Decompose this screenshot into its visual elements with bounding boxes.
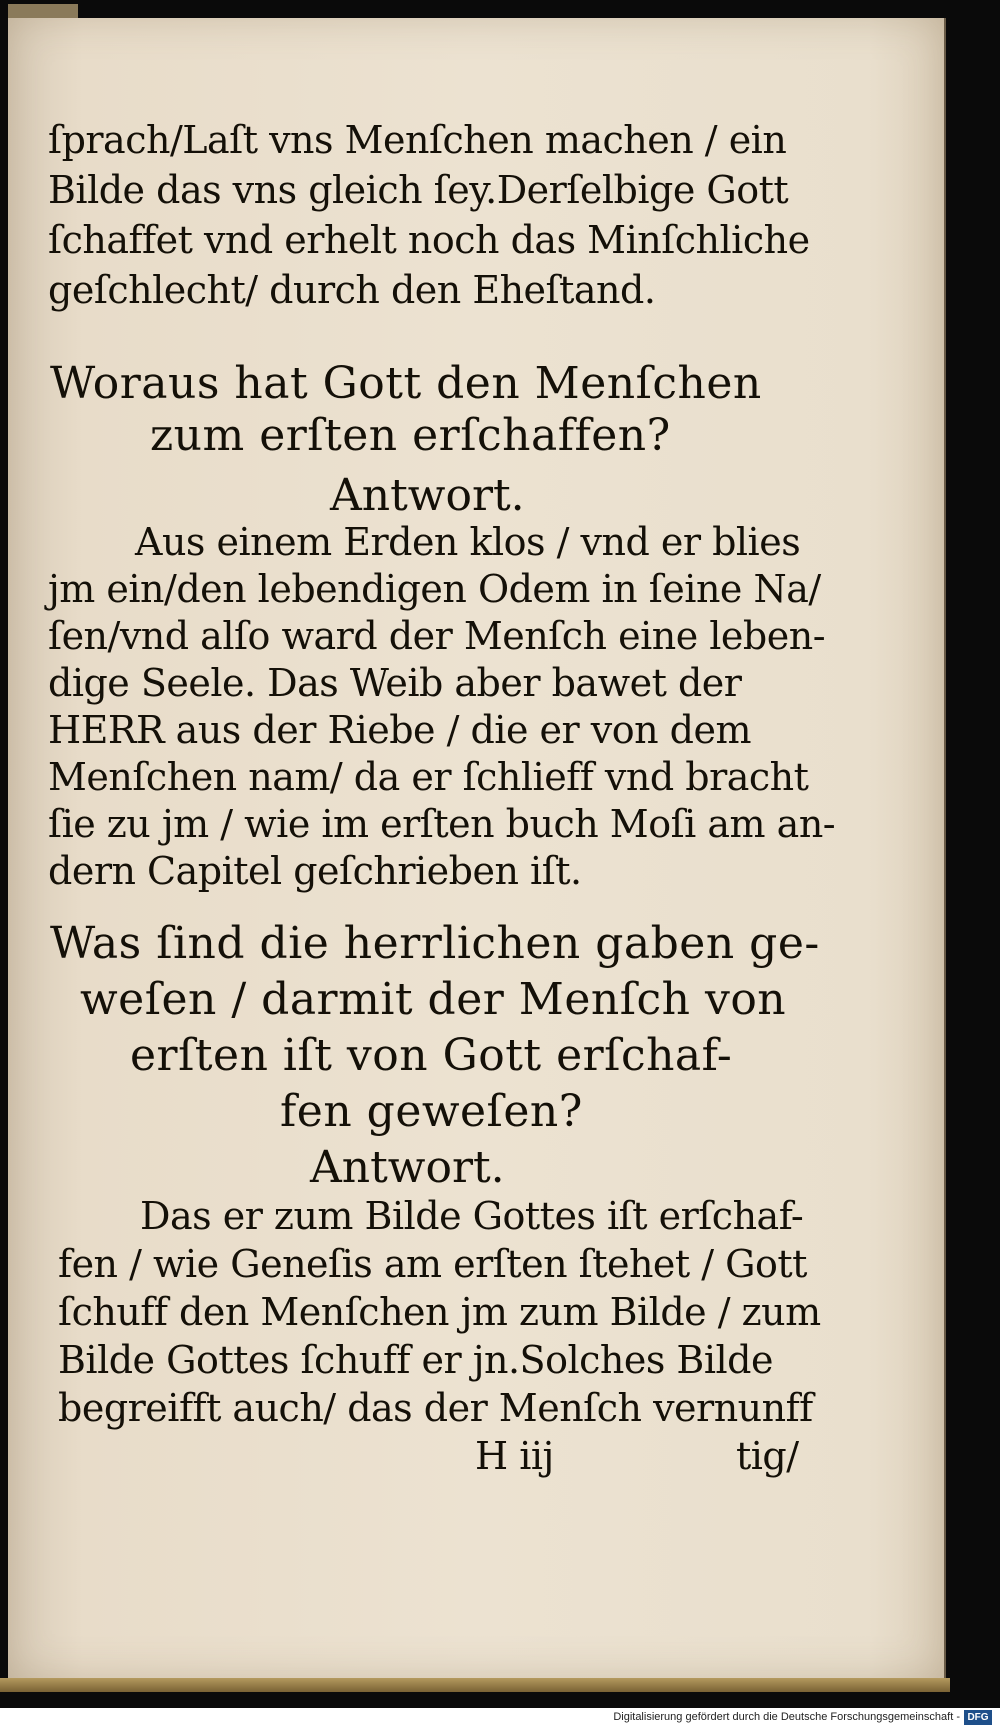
text-line: ſchuff den Menſchen jm zum Bilde / zum (58, 1290, 821, 1334)
page-bottom-edge (0, 1678, 950, 1692)
dfg-logo: DFG (964, 1710, 992, 1725)
text-line: Menſchen nam/ da er ſchlieff vnd bracht (48, 755, 809, 799)
antwort-label: Antwort. (310, 1142, 505, 1193)
text-line: Bilde das vns gleich ſey.Derſelbige Gott (48, 168, 789, 212)
antwort-label: Antwort. (330, 470, 525, 521)
question-heading-line: weſen / darmit der Menſch von (80, 974, 787, 1025)
text-line: Das er zum Bilde Gottes iſt erſchaf- (140, 1194, 804, 1238)
text-line: dern Capitel geſchrieben iſt. (48, 849, 582, 893)
signature-mark: H iij (475, 1434, 554, 1478)
question-heading-line: erſten iſt von Gott erſchaf- (130, 1030, 733, 1081)
text-line: fen / wie Geneſis am erſten ſtehet / Gott (58, 1242, 807, 1286)
text-line: Aus einem Erden klos / vnd er blies (135, 520, 801, 564)
text-line: begreifft auch/ das der Menſch vernunff (58, 1386, 813, 1430)
question-heading-line: Woraus hat Gott den Menſchen (50, 358, 762, 409)
text-line: jm ein/den lebendigen Odem in ſeine Na/ (48, 567, 821, 611)
credit-text: Digitalisierung gefördert durch die Deutsche Forschungsgemeinschaft - (613, 1711, 960, 1723)
text-line: ſen/vnd alſo ward der Menſch eine leben- (48, 614, 826, 658)
question-heading-line: zum erſten erſchaffen? (150, 410, 671, 461)
text-line: HERR aus der Riebe / die er von dem (48, 708, 751, 752)
text-line: dige Seele. Das Weib aber bawet der (48, 661, 742, 705)
question-heading-line: fen geweſen? (280, 1086, 583, 1137)
text-line: ſchaffet vnd erhelt noch das Minſchliche (48, 218, 810, 262)
catchword: tig/ (736, 1434, 799, 1478)
text-line: ſie zu jm / wie im erſten buch Moſi am an- (48, 802, 836, 846)
question-heading-line: Was ſind die herrlichen gaben ge- (50, 918, 820, 969)
text-line: Bilde Gottes ſchuff er jn.Solches Bilde (58, 1338, 773, 1382)
text-line: ſprach/Laſt vns Menſchen machen / ein (48, 118, 787, 162)
text-line: geſchlecht/ durch den Eheſtand. (48, 268, 656, 312)
